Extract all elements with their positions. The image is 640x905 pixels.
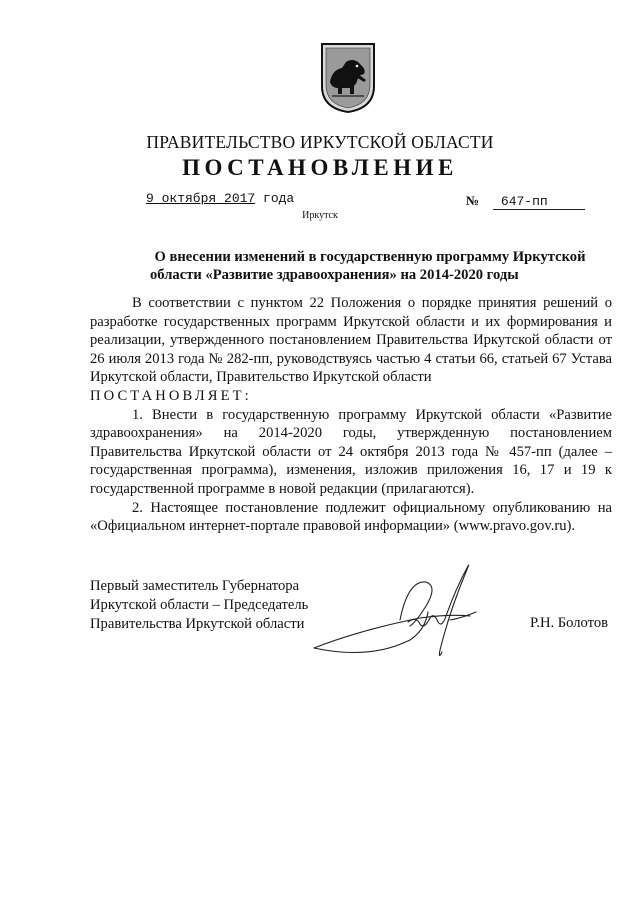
document-body <box>90 294 612 536</box>
city-label: Иркутск <box>302 210 338 221</box>
position-line-3: Правительства Иркутской области <box>90 616 305 632</box>
document-type-title: ПОСТАНОВЛЕНИЕ <box>182 155 458 180</box>
signatory-position <box>90 577 308 634</box>
item-2-paragraph: 2. Настоящее постановление подлежит официальному опубликованию на «Официальном интернет-портале правовой информации» (www.pravo.gov.ru). <box>90 499 612 535</box>
resolves-heading: ПОСТАНОВЛЯЕТ: <box>90 387 252 404</box>
subject-line-1: О внесении изменений в государственную программу Иркутской <box>154 249 586 265</box>
date-suffix: года <box>263 191 295 206</box>
signer-name: Р.Н. Болотов <box>530 615 609 631</box>
date-value: 9 октября 2017 <box>146 191 256 206</box>
number-label: № <box>466 193 480 208</box>
document-subject <box>130 248 610 284</box>
document-date <box>146 191 294 206</box>
position-line-1: Первый заместитель Губернатора <box>90 578 300 594</box>
handwritten-signature <box>300 560 500 670</box>
position-line-2: Иркутской области – Председатель <box>90 597 309 613</box>
document-number <box>466 193 585 210</box>
number-value: 647-пп <box>493 194 585 210</box>
government-title: ПРАВИТЕЛЬСТВО ИРКУТСКОЙ ОБЛАСТИ <box>146 132 494 152</box>
item-1-paragraph: 1. Внести в государственную программу Иркутской области «Развитие здравоохранения» на 2014-2020 годы, утвержденную постановлением Правительства Иркутской области от 24 октября 2013 года № 457-пп (далее – государственная программа), изменения, изложив приложения 16, 17 и 19 к государственной программе в новой редакции (прилагаются). <box>90 406 612 497</box>
coat-of-arms-icon <box>318 42 378 114</box>
subject-line-2: области «Развитие здравоохранения» на 2014-2020 годы <box>150 267 519 283</box>
preamble-paragraph: В соответствии с пунктом 22 Положения о порядке принятия решений о разработке государственных программ Иркутской области и их формирования и реализации, утвержденного постановлением Правительства Иркутской области от 26 июля 2013 года № 282-пп, руководствуясь частью 4 статьи 66, статьей 67 Устава Иркутской области, Правительство Иркутской области <box>90 295 612 386</box>
